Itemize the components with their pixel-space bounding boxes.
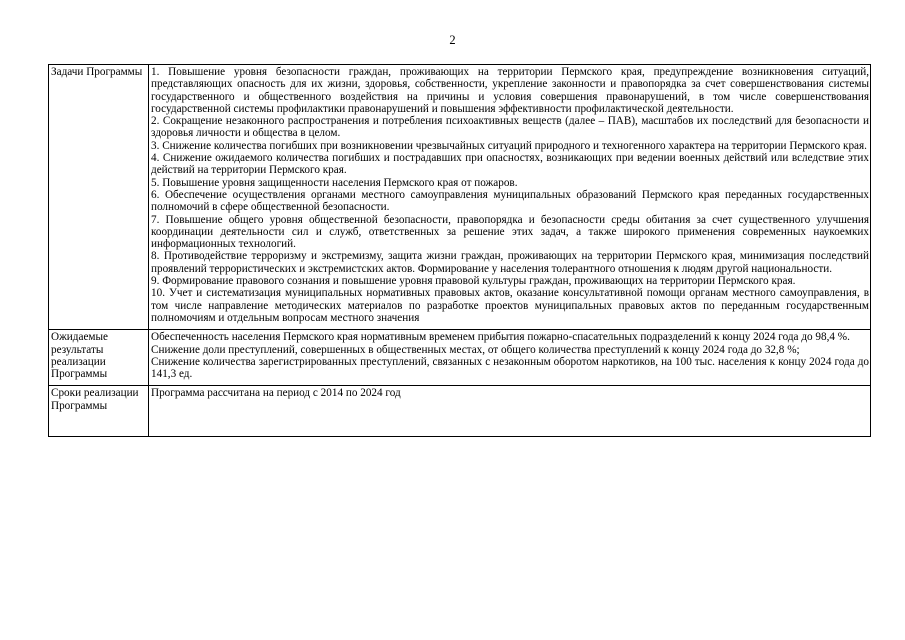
task-item: 6. Обеспечение осуществления органами местного самоуправления муниципальных образований Пермского края переданных государственных полномочий в сфере общественной безопасности. [151,188,869,214]
task-item: 4. Снижение ожидаемого количества погибших и пострадавших при опасностях, возникающих при ведении военных действий или вследствие этих действий на территории Пермского края. [151,152,869,177]
terms-item: Программа рассчитана на период с 2014 по 2024 год [151,387,401,400]
row-label-terms: Сроки реализации Программы [49,386,149,437]
row-label-tasks: Задачи Программы [49,65,149,330]
table-row-results [49,330,871,386]
task-item: 10. Учет и систематизация муниципальных нормативных правовых актов, оказание консультативной помощи органам местного самоуправления, в том числе направление методических материалов по разработке проектов муниципальных правовых актов по переданным государственным полномочиям и отдельным вопросам местного значения [151,287,869,324]
table-row-terms [49,386,871,437]
result-item: Снижение количества зарегистрированных преступлений, связанных с незаконным оборотом наркотиков, на 100 тыс. населения к концу 2024 года до 141,3 ед. [151,355,869,381]
task-item: 9. Формирование правового сознания и повышение уровня правовой культуры граждан, проживающих на территории Пермского края. [151,275,796,288]
task-item: 5. Повышение уровня защищенности населения Пермского края от пожаров. [151,176,518,189]
page-number: 2 [449,33,456,47]
row-content-tasks [149,65,871,330]
row-content-results [149,330,871,386]
task-item: 8. Противодействие терроризму и экстремизму, защита жизни граждан, проживающих на территории Пермского края, минимизация последствий проявлений террористических и экстремистских актов. Формирование у населения толерантного отношения к людям другой национальности. [151,250,869,275]
task-item: 2. Сокращение незаконного распространения и потребления психоактивных веществ (далее – ПАВ), масштабов их последствий для безопасности и здоровья личности и общества в целом. [151,115,869,140]
row-label-results: Ожидаемые результаты реализации Программы [49,330,149,386]
result-item: Снижение доли преступлений, совершенных в общественных местах, от общего количества преступлений к концу 2024 года до 32,8 %; [151,343,800,356]
result-item: Обеспеченность населения Пермского края нормативным временем прибытия пожарно-спасательных подразделений к концу 2024 года до 98,4 %. [151,331,850,344]
program-passport-table [48,64,871,437]
table-row-tasks [49,65,871,330]
task-item: 3. Снижение количества погибших при возникновении чрезвычайных ситуаций природного и техногенного характера на территории Пермского края. [151,139,867,152]
task-item: 1. Повышение уровня безопасности граждан, проживающих на территории Пермского края, предупреждение возникновения ситуаций, представляющих опасность для их жизни, здоровья, собственности, укрепление законности и правопорядка за счет совершенствования системы государственного и общественного воздействия на причины и условия совершения правонарушений, в том числе совершенствования государственной системы профилактики правонарушений и повышения эффективности профилактической деятельности. [151,66,869,115]
row-content-terms [149,386,871,437]
task-item: 7. Повышение общего уровня общественной безопасности, правопорядка и безопасности среды обитания за счет существенного улучшения координации деятельности сил и служб, ответственных за решение этих задач, а также широкого применения современных наукоемких информационных технологий. [151,213,869,251]
